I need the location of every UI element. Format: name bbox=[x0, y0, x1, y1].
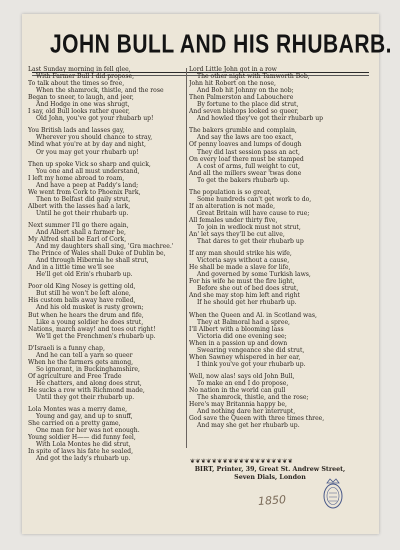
verse-line: So ignorant, in Buckinghamshire, bbox=[36, 365, 140, 373]
verse-line: Old John, you've got your rhubarb up! bbox=[36, 115, 154, 123]
verse-line: Here's may Britannia happy be, bbox=[189, 401, 287, 409]
verse-line: My Alfred shall be Earl of Cork, bbox=[28, 236, 127, 244]
verse-line: You one and all must understand, bbox=[36, 167, 140, 175]
verse-line: Next summer I'll go there again, bbox=[28, 221, 129, 229]
verse-stanza bbox=[189, 250, 349, 306]
verse-line: And nothing dare her interrupt, bbox=[197, 408, 296, 416]
verse-stanza bbox=[28, 345, 183, 401]
verse-line: All females under thirty five, bbox=[189, 216, 278, 224]
verse-line: When he the farmers gets among, bbox=[28, 358, 134, 366]
verse-stanza bbox=[28, 127, 183, 155]
verse-line: And all the millers swear 'twas done bbox=[189, 169, 302, 177]
verse-line: And Albert shall a farmer be, bbox=[36, 228, 126, 236]
verse-line: Swearing vengeance she did strut, bbox=[197, 346, 305, 354]
verse-line: She carried on a pretty game, bbox=[28, 420, 121, 428]
verse-stanza bbox=[28, 406, 183, 462]
verse-line: Some hundreds can't get work to do, bbox=[197, 195, 312, 203]
verse-line: When Sawney whispered in her ear, bbox=[189, 353, 301, 361]
verse-line: And say the laws are too exact, bbox=[197, 134, 294, 142]
verse-line: Well, now alas! says old John Bull, bbox=[189, 372, 295, 380]
verse-line: Mind what you're at by day and night, bbox=[28, 141, 146, 149]
verse-stanza bbox=[28, 161, 183, 217]
verse-line: The population is so great, bbox=[189, 188, 272, 196]
verse-line: He shall be made a slave for life, bbox=[189, 264, 291, 272]
verse-line: With Lola Montes he did strut, bbox=[36, 441, 131, 449]
left-column bbox=[28, 66, 183, 467]
verse-line: In spite of laws his fate he sealed, bbox=[28, 448, 134, 456]
verse-line: The shamrock, thistle, and the rose; bbox=[197, 394, 309, 402]
verse-line: Of agriculture and Free Trade bbox=[28, 372, 122, 380]
verse-line: And in a little time we'll see bbox=[28, 264, 115, 272]
library-stamp-icon bbox=[322, 476, 344, 510]
verse-stanza bbox=[28, 66, 183, 122]
verse-line: He chatters, and along does strut, bbox=[36, 379, 142, 387]
verse-line: I'll Albert with a blooming lass bbox=[189, 325, 284, 333]
verse-line: And he can tell a yarn so queer bbox=[36, 351, 133, 359]
verse-line: Albert with the lasses had a lark, bbox=[28, 202, 131, 210]
verse-line: The other night with Tamworth Bob, bbox=[197, 73, 310, 81]
verse-stanza bbox=[28, 283, 183, 339]
verse-line: And Bob hit Johnny on the nob; bbox=[197, 87, 294, 95]
verse-stanza bbox=[189, 312, 349, 368]
verse-line: Then Palmerston and Labouchere bbox=[189, 94, 294, 102]
verse-line: Nations, march away! and toes out right! bbox=[28, 325, 156, 333]
verse-line: And my daughters shall sing, 'Gra machree.' bbox=[36, 243, 174, 251]
verse-line: Then up spoke Vick so sharp and quick, bbox=[28, 160, 151, 168]
verse-line: I say, old Bull looks rather queer, bbox=[28, 108, 130, 116]
verse-line: But still he won't be left alone, bbox=[36, 290, 131, 298]
verse-line: To talk about the times so free, bbox=[28, 80, 125, 88]
verse-line: And howled they've got their rhubarb up bbox=[197, 115, 324, 123]
verse-line: And she may stop him left and right bbox=[189, 292, 300, 300]
verse-line: Until he got their rhubarb up. bbox=[36, 209, 129, 217]
verse-line: Great Britain will have cause to rue; bbox=[197, 209, 310, 217]
verse-line: The bakers grumble and complain, bbox=[189, 127, 297, 135]
verse-line: Lord Little John got in a row bbox=[189, 66, 277, 73]
verse-stanza bbox=[189, 373, 349, 429]
verse-line: That dares to get their rhubarb up bbox=[197, 238, 304, 246]
verse-line: Then to Belfast did gaily strut, bbox=[36, 195, 131, 203]
verse-line: By fortune to the place did strut, bbox=[197, 101, 299, 109]
verse-line: And may she get her rhubarb up. bbox=[197, 422, 300, 430]
verse-line: Of penny loaves and lumps of dough bbox=[189, 141, 302, 149]
verse-line: When the Queen and Al. in Scotland was, bbox=[189, 311, 317, 319]
handwritten-date: 1850 bbox=[257, 493, 287, 508]
verse-line: But when he hears the drum and fife, bbox=[28, 311, 144, 319]
verse-line: Victoria did one evening see; bbox=[197, 332, 287, 340]
verse-line: We'll get the Frenchmen's rhubarb up. bbox=[36, 332, 156, 340]
verse-line: I think you've got your rhubarb up. bbox=[197, 360, 306, 368]
verse-line: Poor old King Nosey is getting old, bbox=[28, 283, 136, 291]
verse-line: Until they got their rhubarb up. bbox=[36, 394, 135, 402]
verse-line: Lola Montes was a merry dame, bbox=[28, 406, 128, 414]
verse-line: Began to sneer, to laugh, and jeer, bbox=[28, 94, 134, 102]
verse-stanza bbox=[189, 189, 349, 245]
verse-stanza bbox=[189, 66, 349, 122]
verse-line: A cost of arms, full weight to cut, bbox=[197, 162, 300, 170]
verse-line: And his old musket is rusty grown; bbox=[36, 304, 144, 312]
verse-line: And have a peep at Paddy's land; bbox=[36, 181, 139, 189]
verse-line: To make an end I do propose, bbox=[197, 379, 289, 387]
verse-line: If any man should strike his wife, bbox=[189, 250, 292, 258]
imprint-line-1: BIRT, Printer, 39, Great St. Andrew Street, bbox=[194, 466, 346, 473]
verse-line: If an alteration is not made, bbox=[189, 202, 276, 210]
verse-stanza bbox=[189, 127, 349, 183]
verse-line: Young soldier H—— did funny feel, bbox=[28, 434, 136, 442]
verse-line: Or you may get your rhubarb up! bbox=[36, 148, 139, 156]
right-column bbox=[189, 66, 349, 434]
verse-line: One man for her was not enough. bbox=[36, 427, 140, 435]
verse-line: D'Israeli is a funny chap, bbox=[28, 344, 105, 352]
verse-line: He sucks a row with Richmond made, bbox=[28, 386, 145, 394]
verse-line: And governed by some Turkish laws, bbox=[197, 271, 311, 279]
verse-line: The Prince of Wales shall Duke of Dublin be, bbox=[28, 250, 166, 258]
verse-line: They did last session pass an act, bbox=[197, 148, 300, 156]
imprint-line-2: Seven Dials, London bbox=[234, 474, 306, 481]
verse-line: Last Sunday morning in fell glee, bbox=[28, 66, 131, 73]
verse-line: An' let says they'll be cut alive, bbox=[189, 231, 285, 239]
verse-line: To get the bakers rhubarb up. bbox=[197, 176, 290, 184]
verse-line: You British lads and lasses gay, bbox=[28, 127, 125, 135]
verse-line: His custom balls away have rolled, bbox=[28, 297, 136, 305]
broadside-title: JOHN BULL AND HIS RHUBARB. bbox=[50, 30, 393, 59]
verse-line: We went from Cork to Phoenix Park, bbox=[28, 188, 141, 196]
verse-line: To join in wedlock must not strut, bbox=[197, 223, 301, 231]
verse-stanza bbox=[28, 222, 183, 278]
verse-line: For his wife he must the fire light, bbox=[189, 278, 295, 286]
verse-line: They at Balmoral had a spree, bbox=[197, 318, 290, 326]
verse-line: And Hodge in one was shrugt, bbox=[36, 101, 130, 109]
verse-line: John hit Robert on the nose, bbox=[189, 80, 276, 88]
verse-line: And through Hibernia he shall strut, bbox=[36, 257, 149, 265]
verse-line: And seven bishops looked so queer, bbox=[189, 108, 299, 116]
verse-line: On every loaf there must be stamped bbox=[189, 155, 304, 163]
verse-line: Victoria says without a cause, bbox=[197, 257, 290, 265]
ornament-border: ❦❦❦❦❦❦❦❦❦❦❦❦❦❦❦❦❦❦❦ bbox=[190, 458, 294, 465]
verse-line: If he should get her rhubarb up. bbox=[197, 299, 297, 307]
verse-line: He'll get old Erin's rhubarb up. bbox=[36, 271, 133, 279]
verse-line: With Farmer Bull I did propose, bbox=[36, 73, 135, 81]
verse-line: Young and gay, and up to snuff, bbox=[36, 413, 133, 421]
verse-line: When in a passion up and down bbox=[189, 339, 288, 347]
verse-line: Wherever you should chance to stray, bbox=[36, 134, 153, 142]
verse-line: Like a young soldier he does strut, bbox=[36, 318, 144, 326]
verse-line: Before she out of bed does strut, bbox=[197, 285, 299, 293]
verse-line: I left my home abroad to roam, bbox=[28, 174, 125, 182]
verse-line: When the shamrock, thistle, and the rose bbox=[36, 87, 164, 95]
verse-line: No nation in the world can gull bbox=[189, 386, 286, 394]
verse-line: God save the Queen with three times three, bbox=[189, 415, 325, 423]
verse-line: And got the lady's rhubarb up. bbox=[36, 455, 131, 463]
